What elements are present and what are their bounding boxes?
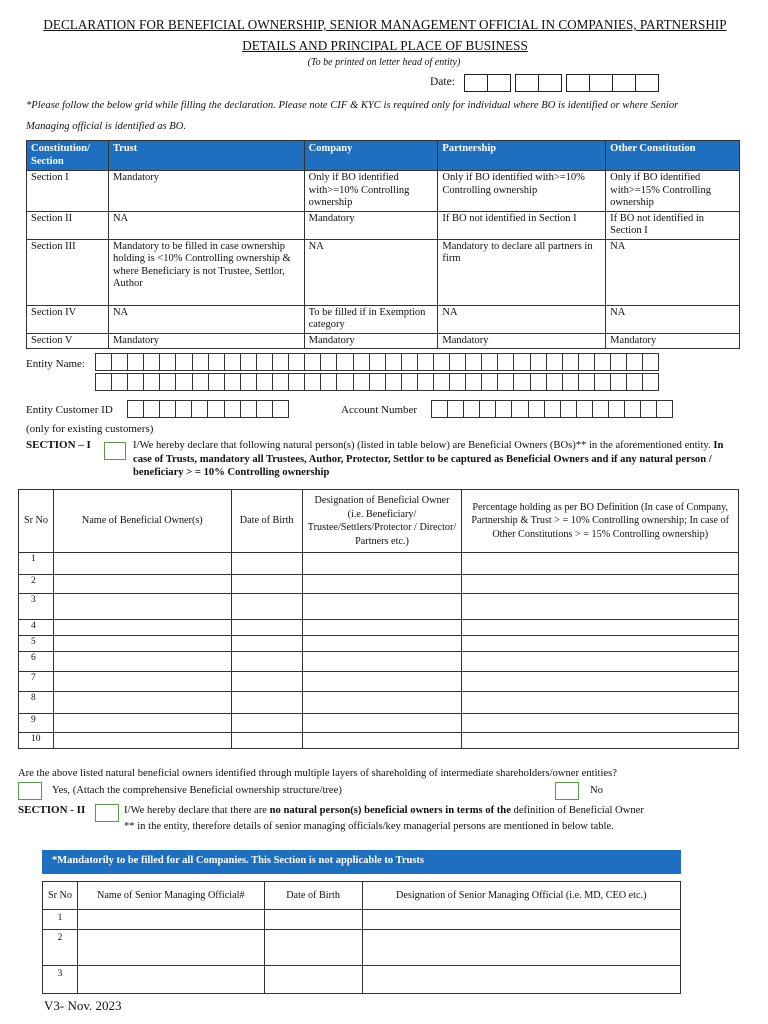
account-number-boxes[interactable] [432,400,673,418]
section-1-label: SECTION – I [26,439,91,451]
title-line-1: DECLARATION FOR BENEFICIAL OWNERSHIP, SENIOR MANAGEMENT OFFICIAL IN COMPANIES, PARTNERSHIP [43,17,727,32]
document-title [20,14,750,56]
char-box[interactable] [576,400,593,418]
char-box[interactable] [546,373,563,391]
table-row [19,714,739,733]
char-box[interactable] [544,400,561,418]
char-box[interactable] [304,353,321,371]
table-row [19,594,739,620]
char-box[interactable] [626,373,643,391]
smo-table-body [43,910,681,994]
bo-input-cell[interactable] [53,594,231,620]
account-number-label: Account Number [341,404,418,416]
bo-input-cell[interactable] [462,733,739,749]
table-row [19,652,739,672]
bo-input-cell[interactable] [231,733,302,749]
bo-input-cell[interactable] [231,714,302,733]
char-box[interactable] [433,373,450,391]
char-box[interactable] [578,373,595,391]
bo-input-cell[interactable] [231,636,302,652]
char-box[interactable] [497,353,514,371]
char-box[interactable] [594,353,611,371]
beneficial-owner-table [18,489,739,749]
bo-input-cell[interactable] [53,672,231,692]
grid-cell: NA [108,305,304,333]
char-box[interactable] [578,353,595,371]
char-box[interactable] [304,373,321,391]
section-1-checkbox[interactable] [104,442,126,460]
char-box[interactable] [208,353,225,371]
bo-input-cell[interactable] [462,636,739,652]
grid-cell: Only if BO identified with>=10% Controlling ownership [304,171,438,212]
char-box[interactable] [610,353,627,371]
bo-input-cell[interactable] [231,672,302,692]
bo-input-cell[interactable] [302,692,462,714]
table-row [43,930,681,966]
bo-row-number: 2 [19,575,54,594]
grid-cell: Section I [27,171,109,212]
date-field[interactable] [465,74,659,92]
table-row [19,672,739,692]
char-box[interactable] [272,400,289,418]
note-line-2: Managing official is identified as BO. [26,121,187,132]
grid-cell: Mandatory [304,333,438,349]
char-box[interactable] [207,400,224,418]
section-2-text-line-2: ** in the entity, therefore details of senior managing officials/key managerial persons are mentioned in below table. [124,821,614,832]
char-box[interactable] [175,400,192,418]
char-box[interactable] [175,373,192,391]
section-1-text [133,439,733,480]
entity-name-boxes-row-1[interactable] [96,353,659,371]
table-row [19,636,739,652]
layers-yes-label: Yes, (Attach the comprehensive Beneficial ownership structure/tree) [52,785,342,796]
entity-customer-id-boxes[interactable] [128,400,289,418]
char-box[interactable] [111,353,128,371]
char-box[interactable] [626,353,643,371]
grid-cell: Section III [27,239,109,305]
char-box[interactable] [640,400,657,418]
grid-header-cell: Other Constitution [606,141,740,171]
bo-input-cell[interactable] [302,714,462,733]
entity-customer-id-label: Entity Customer ID [26,404,113,416]
layers-no-checkbox[interactable] [555,782,579,800]
char-box[interactable] [385,373,402,391]
char-box[interactable] [95,373,112,391]
smo-input-cell[interactable] [362,966,681,994]
bo-input-cell[interactable] [53,733,231,749]
grid-row [27,239,740,305]
char-box[interactable] [465,353,482,371]
smo-row-number: 3 [43,966,78,994]
grid-cell: Mandatory to declare all partners in firm [438,239,606,305]
smo-input-cell[interactable] [264,930,362,966]
bo-input-cell[interactable] [231,575,302,594]
table-row [19,553,739,575]
smo-header-sr: Sr No [43,882,78,910]
section-2-text-bold: no natural person(s) beneficial owners in terms of the [269,805,511,816]
bo-input-cell[interactable] [302,636,462,652]
char-box[interactable] [431,400,448,418]
char-box[interactable] [127,353,144,371]
smo-input-cell[interactable] [77,910,264,930]
grid-cell: NA [108,211,304,239]
bo-input-cell[interactable] [231,620,302,636]
char-box[interactable] [143,353,160,371]
bo-input-cell[interactable] [462,575,739,594]
char-box[interactable] [192,353,209,371]
grid-header-cell: Trust [108,141,304,171]
char-box[interactable] [288,373,305,391]
bo-input-cell[interactable] [462,594,739,620]
grid-header-cell: Partnership [438,141,606,171]
senior-managing-official-table [42,881,681,994]
grid-cell: NA [438,305,606,333]
bo-row-number: 8 [19,692,54,714]
section-1-text-plain: I/We hereby declare that following natural person(s) (listed in table below) are Beneficial Owners (BOs)** in the aforementioned entity. [133,440,714,451]
char-box[interactable] [642,373,659,391]
char-box[interactable] [465,373,482,391]
bo-input-cell[interactable] [462,672,739,692]
char-box[interactable] [240,400,257,418]
char-box[interactable] [401,353,418,371]
char-box[interactable] [143,373,160,391]
bo-input-cell[interactable] [302,553,462,575]
char-box[interactable] [385,353,402,371]
entity-name-label: Entity Name: [26,358,85,370]
char-box[interactable] [240,353,257,371]
date-label: Date: [430,76,455,88]
grid-cell: Mandatory [304,211,438,239]
table-row [43,966,681,994]
section-1-text-bold: In case of Trusts, mandatory all Trustees, Author, Protector, Settlor to be captured as Beneficial Owners and if any natural person / beneficiary > = 10% Controlling ownership [133,440,724,478]
bo-input-cell[interactable] [53,714,231,733]
existing-customers-note: (only for existing customers) [26,423,154,435]
smo-header-dob: Date of Birth [264,882,362,910]
entity-name-boxes-row-2[interactable] [96,373,659,391]
grid-cell: Only if BO identified with>=15% Controlling ownership [606,171,740,212]
char-box[interactable] [288,353,305,371]
char-box[interactable] [610,373,627,391]
smo-header-row [43,882,681,910]
grid-cell: Mandatory [438,333,606,349]
grid-cell: Mandatory to be filled in case ownership holding is <10% Controlling ownership & where Beneficiary is not Trustee, Settlor, Author [108,239,304,305]
char-box[interactable] [528,400,545,418]
bo-row-number: 1 [19,553,54,575]
smo-row-number: 2 [43,930,78,966]
table-row [19,620,739,636]
section-2-text-a: I/We hereby declare that there are [124,805,270,816]
char-box[interactable] [256,400,273,418]
bo-input-cell[interactable] [53,553,231,575]
bo-header-dob: Date of Birth [231,490,302,553]
table-row [19,575,739,594]
char-box[interactable] [656,400,673,418]
char-box[interactable] [369,353,386,371]
char-box[interactable] [463,400,480,418]
char-box[interactable] [336,353,353,371]
char-box[interactable] [530,353,547,371]
bo-header-sr: Sr No [19,490,54,553]
grid-cell: Mandatory [606,333,740,349]
bo-table-body [19,553,739,749]
table-row [19,692,739,714]
bo-row-number: 6 [19,652,54,672]
bo-input-cell[interactable] [302,620,462,636]
bo-input-cell[interactable] [462,692,739,714]
smo-banner: *Mandatorily to be filled for all Companies. This Section is not applicable to Trusts [42,850,681,874]
grid-row [27,305,740,333]
grid-cell: NA [304,239,438,305]
bo-input-cell[interactable] [302,733,462,749]
char-box[interactable] [562,353,579,371]
char-box[interactable] [159,400,176,418]
char-box[interactable] [511,400,528,418]
char-box[interactable] [546,353,563,371]
char-box[interactable] [495,400,512,418]
char-box[interactable] [240,373,257,391]
bo-row-number: 10 [19,733,54,749]
char-box[interactable] [642,353,659,371]
char-box[interactable] [95,353,112,371]
bo-input-cell[interactable] [302,652,462,672]
char-box[interactable] [417,353,434,371]
bo-input-cell[interactable] [231,594,302,620]
char-box[interactable] [256,373,273,391]
smo-input-cell[interactable] [362,910,681,930]
bo-input-cell[interactable] [302,575,462,594]
bo-input-cell[interactable] [462,553,739,575]
bo-input-cell[interactable] [231,553,302,575]
bo-input-cell[interactable] [462,714,739,733]
bo-input-cell[interactable] [231,652,302,672]
char-box[interactable] [594,373,611,391]
char-box[interactable] [481,353,498,371]
bo-input-cell[interactable] [53,575,231,594]
bo-header-row [19,490,739,553]
char-box[interactable] [224,353,241,371]
bo-input-cell[interactable] [462,620,739,636]
grid-cell: If BO not identified in Section I [606,211,740,239]
bo-row-number: 3 [19,594,54,620]
version-footer: V3- Nov. 2023 [44,998,122,1013]
char-box[interactable] [127,373,144,391]
grid-header-cell: Constitution/ Section [27,141,109,171]
char-box[interactable] [592,400,609,418]
smo-input-cell[interactable] [362,930,681,966]
title-line-2: DETAILS AND PRINCIPAL PLACE OF BUSINESS [242,38,528,53]
char-box[interactable] [560,400,577,418]
char-box[interactable] [447,400,464,418]
grid-cell: Section II [27,211,109,239]
char-box[interactable] [272,353,289,371]
bo-header-name: Name of Beneficial Owner(s) [53,490,231,553]
smo-header-designation: Designation of Senior Managing Official (i.e. MD, CEO etc.) [362,882,681,910]
char-box[interactable] [272,373,289,391]
char-box[interactable] [336,373,353,391]
bo-input-cell[interactable] [231,692,302,714]
smo-input-cell[interactable] [264,966,362,994]
grid-header-cell: Company [304,141,438,171]
table-row [19,733,739,749]
char-box[interactable] [353,373,370,391]
grid-cell: Section IV [27,305,109,333]
layers-question: Are the above listed natural beneficial owners identified through multiple layers of shareholding of intermediate shareholders/owner entities? [18,768,617,779]
bo-input-cell[interactable] [462,652,739,672]
char-box[interactable] [608,400,625,418]
char-box[interactable] [417,373,434,391]
grid-cell: NA [606,305,740,333]
char-box[interactable] [353,353,370,371]
char-box[interactable] [175,353,192,371]
section-2-text-b: definition of Beneficial Owner [510,805,644,816]
section-2-label: SECTION - II [18,804,86,816]
char-box[interactable] [433,353,450,371]
char-box[interactable] [224,400,241,418]
section-2-text [124,804,744,818]
char-box[interactable] [562,373,579,391]
grid-cell: Only if BO identified with>=10% Controlling ownership [438,171,606,212]
grid-header-row [27,141,740,171]
grid-cell: If BO not identified in Section I [438,211,606,239]
layers-yes-checkbox[interactable] [18,782,42,800]
bo-input-cell[interactable] [53,652,231,672]
subtitle: (To be printed on letter head of entity) [307,57,461,68]
char-box[interactable] [127,400,144,418]
char-box[interactable] [369,373,386,391]
grid-row [27,171,740,212]
char-box[interactable] [224,373,241,391]
char-box[interactable] [479,400,496,418]
char-box[interactable] [481,373,498,391]
date-month-boxes[interactable] [516,74,562,92]
char-box[interactable] [624,400,641,418]
note-line-1: *Please follow the below grid while filling the declaration. Please note CIF & KYC is required only for individual where BO is identified or where Senior [26,100,679,111]
smo-input-cell[interactable] [77,966,264,994]
bo-input-cell[interactable] [53,636,231,652]
date-day-boxes[interactable] [465,74,511,92]
char-box[interactable] [449,353,466,371]
instruction-note [26,95,746,137]
char-box[interactable] [513,353,530,371]
char-box[interactable] [497,373,514,391]
bo-input-cell[interactable] [302,672,462,692]
smo-row-number: 1 [43,910,78,930]
grid-cell: NA [606,239,740,305]
bo-row-number: 9 [19,714,54,733]
section-2-checkbox[interactable] [95,804,119,822]
bo-header-percentage: Percentage holding as per BO Definition (In case of Company, Partnership & Trust > = 10% Controlling ownership; In case of Other Constitutions > = 15% Controlling ownership) [462,490,739,553]
smo-input-cell[interactable] [77,930,264,966]
char-box[interactable] [111,373,128,391]
smo-input-cell[interactable] [264,910,362,930]
layers-no-label: No [590,785,603,796]
smo-header-name: Name of Senior Managing Official# [77,882,264,910]
char-box[interactable] [513,373,530,391]
grid-cell: Mandatory [108,171,304,212]
char-box[interactable] [530,373,547,391]
bo-input-cell[interactable] [53,692,231,714]
bo-input-cell[interactable] [53,620,231,636]
char-box[interactable] [191,400,208,418]
char-box[interactable] [320,373,337,391]
char-box[interactable] [143,400,160,418]
bo-row-number: 4 [19,620,54,636]
bo-row-number: 7 [19,672,54,692]
char-box[interactable] [320,353,337,371]
grid-row [27,211,740,239]
table-row [43,910,681,930]
char-box[interactable] [159,373,176,391]
grid-cell: To be filled if in Exemption category [304,305,438,333]
grid-cell: Mandatory [108,333,304,349]
char-box[interactable] [449,373,466,391]
char-box[interactable] [256,353,273,371]
grid-row [27,333,740,349]
grid-cell: Section V [27,333,109,349]
bo-input-cell[interactable] [302,594,462,620]
bo-row-number: 5 [19,636,54,652]
date-year-boxes[interactable] [567,74,659,92]
char-box[interactable] [192,373,209,391]
char-box[interactable] [208,373,225,391]
char-box[interactable] [401,373,418,391]
char-box[interactable] [159,353,176,371]
bo-header-designation: Designation of Beneficial Owner (i.e. Beneficiary/ Trustee/Settlers/Protector / Director/ Partners etc.) [302,490,462,553]
constitution-grid-table [26,140,740,349]
